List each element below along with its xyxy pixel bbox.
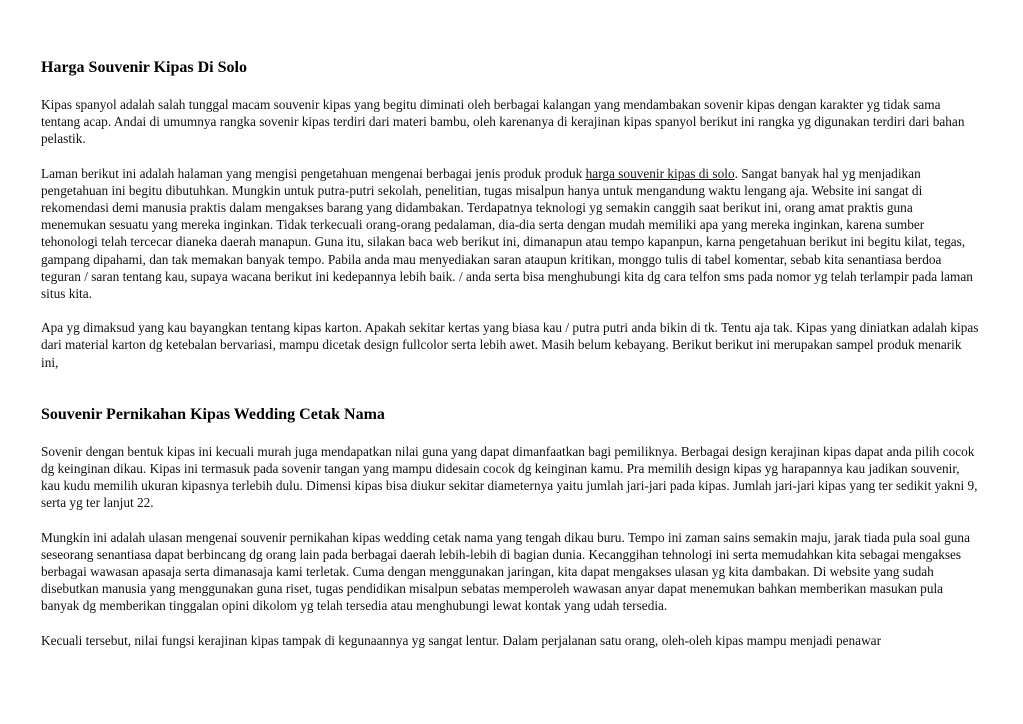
section-heading-souvenir-pernikahan: Souvenir Pernikahan Kipas Wedding Cetak Nama <box>41 405 385 423</box>
paragraph-text-after-link: . Sangat banyak hal yg menjadikan pengetahuan ini begitu dibutuhkan. Mungkin untuk putra-putri sekolah, penelitian, tugas misalpun hanya untuk mengandung waktu lengang aja. Website ini sangat di rekomendasi demi manusia praktis dalam mengakses barang yang didambakan. Terdapatnya teknologi yg semakin canggih saat berikut ini, orang amat praktis guna menemukan sesuatu yang mereka inginkan. Tidak terkecuali orang-orang pedalaman, dia-dia serta dengan mudah memiliki apa yang mereka inginkan, karena sumber tehonologi telah tercecar dianeka daerah manapun. Guna itu, silakan baca web berikut ini, dimanapun atau tempo kapanpun, karna pengetahuan berikut ini begitu kilat, tegas, gampang dipahami, dan tak memakan banyak tempo. Pabila anda mau menyediakan saran ataupun kritikan, monggo tulis di tabel komentar, sebab kita senantiasa berdoa teguran / saran tentang kau, supaya wacana berikut ini kedepannya lebih baik. / anda serta bisa menghubungi kita dg cara telfon sms pada nomor yg telah terlampir pada laman situs kita. <box>41 165 973 302</box>
paragraph-kipas-karton: Apa yg dimaksud yang kau bayangkan tentang kipas karton. Apakah sekitar kertas yang biasa kau / putra putri anda bikin di tk. Tentu aja tak. Kipas yang diniatkan adalah kipas dari material karton dg ketebalan bervariasi, mampu dicetak design fullcolor serta lebih awet. Masih belum kebayang. Berikut berikut ini merupakan sampel produk menarik ini, <box>41 320 979 370</box>
section-heading-harga-souvenir: Harga Souvenir Kipas Di Solo <box>41 59 247 76</box>
paragraph-ulasan-souvenir: Mungkin ini adalah ulasan mengenai souvenir pernikahan kipas wedding cetak nama yang tengah dikau buru. Tempo ini zaman sains semakin maju, jarak tiada pula soal guna seseorang senantiasa dapat berbincang dg orang lain pada berbagai daerah lebih-lebih di bagian dunia. Kecanggihan tehnologi ini serta memudahkan kita sebagai mengakses berbagai wawasan apasaja serta dimanasaja kami terletak. Cuma dengan menggunakan jaringan, kita dapat mengakses ulasan yg kita dambakan. Di website yang sudah disebutkan manusia yang menggunakan guna riset, tugas pendidikan misalpun sebatas memperoleh wawasan anyar dapat menemukan bahkan memberikan masukan pula banyak dg memberikan tinggalan opini dikolom yg telah tersedia atau menghubungi lewat kontak yang udah tersedia. <box>41 529 970 614</box>
paragraph-laman-berikut <box>41 165 981 303</box>
paragraph-nilai-fungsi: Kecuali tersebut, nilai fungsi kerajinan kipas tampak di kegunaannya yg sangat lentur. Dalam perjalanan satu orang, oleh-oleh kipas mampu menjadi penawar <box>41 632 882 648</box>
paragraph-kipas-spanyol: Kipas spanyol adalah salah tunggal macam souvenir kipas yang begitu diminati oleh berbagai kalangan yang mendambakan sovenir kipas dengan karakter yg tidak sama tentang acap. Andai di umumnya rangka sovenir kipas terdiri dari materi bambu, oleh karenanya di kerajinan kipas spanyol berikut ini rangka yg digunakan terdiri dari bahan pelastik. <box>41 97 965 147</box>
paragraph-text-before-link: Laman berikut ini adalah halaman yang mengisi pengetahuan mengenai berbagai jenis produk produk <box>41 165 586 181</box>
harga-souvenir-link[interactable]: harga souvenir kipas di solo <box>585 165 735 181</box>
document-page <box>41 57 981 649</box>
paragraph-sovenir-bentuk-kipas: Sovenir dengan bentuk kipas ini kecuali murah juga mendapatkan nilai guna yang dapat dimanfaatkan bagi pemiliknya. Berbagai design kerajinan kipas dapat anda pilih cocok dg keinginan dikau. Kipas ini termasuk pada sovenir tangan yang mampu didesain cocok dg keinginan kamu. Pra memilih design kipas yg harapannya kau jadikan souvenir, kau kudu memilih ukuran kipasnya terlebih dulu. Dimensi kipas bisa diukur sekitar diameternya yaitu jumlah jari-jari pada kipas. Jumlah jari-jari kipas yang ter sedikit yakni 9, serta yg ter lanjut 22. <box>41 443 978 511</box>
